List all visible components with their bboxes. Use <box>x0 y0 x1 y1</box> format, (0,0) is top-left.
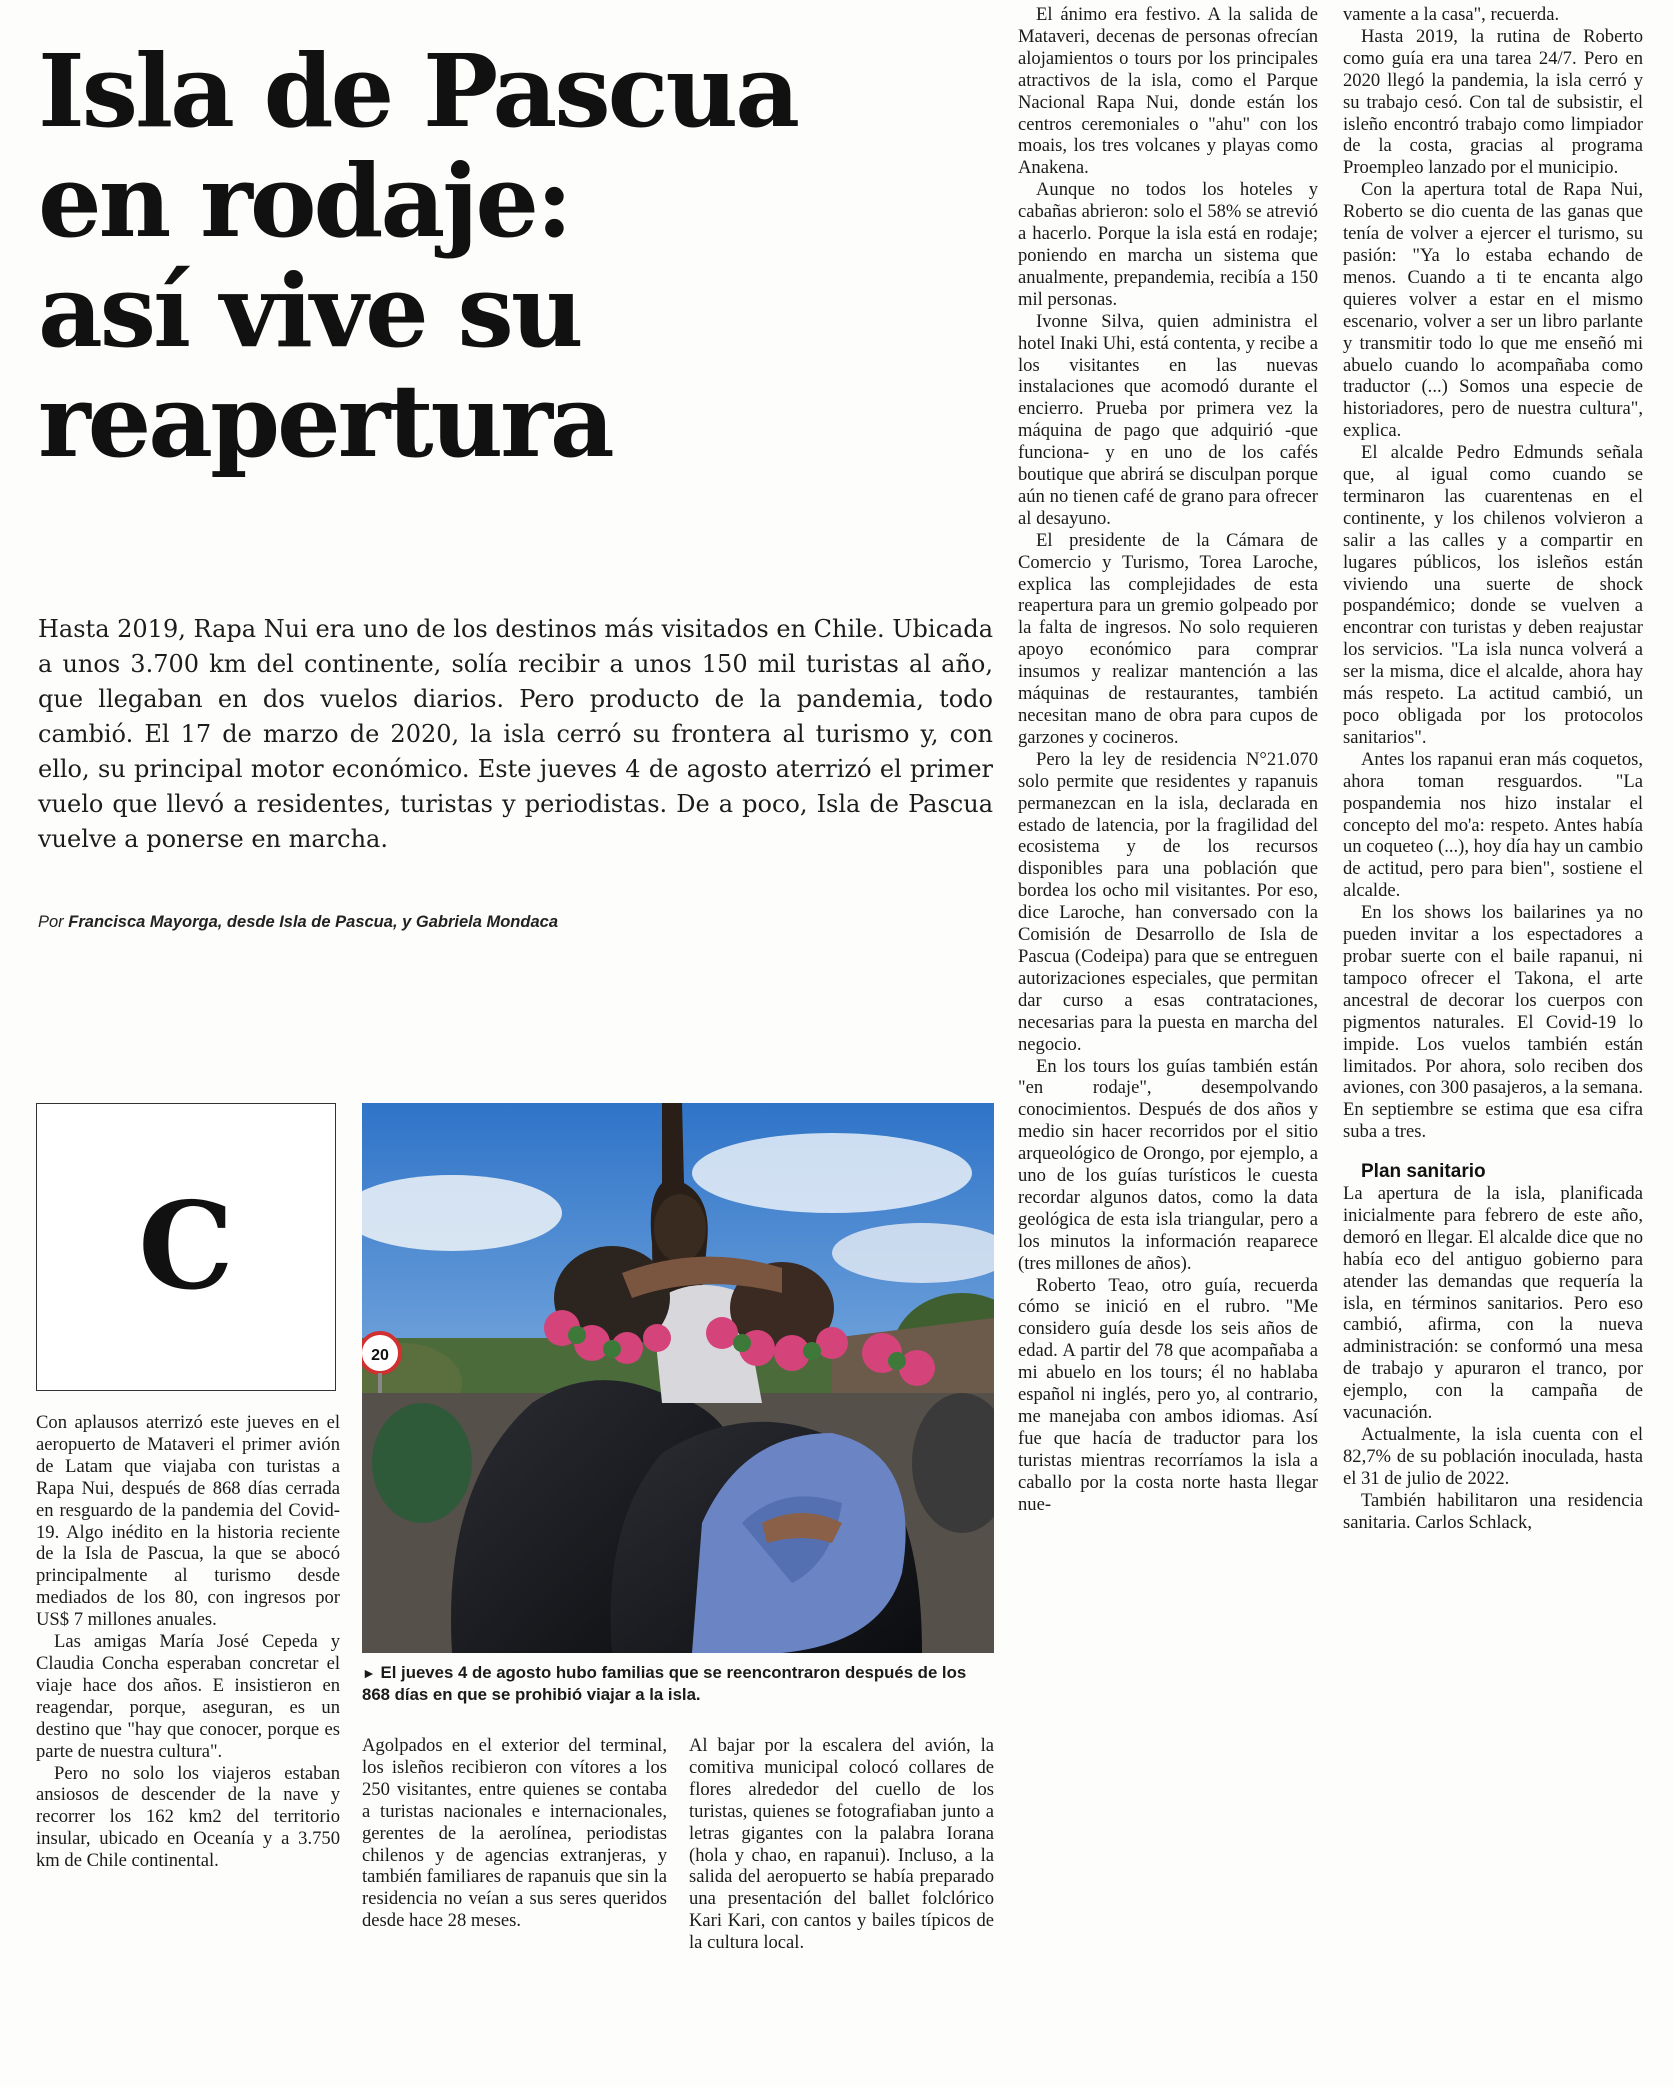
paragraph: Con la apertura total de Rapa Nui, Roberto se dio cuenta de las ganas que tenía de volver a ejercer el turismo, su pasión: "Ya lo estaba echando de menos. Cuando a ti te encanta algo quieres volver a estar en el mismo escenario, volver a ser un libro parlante y transmitir todo lo que me enseñó mi abuelo cuando lo acompañaba como traductor (...) Somos una especie de historiadores, pero de nuestra cultura", explica. <box>1343 179 1643 442</box>
paragraph: En los tours los guías también están "en rodaje", desempolvando conocimientos. Después de dos años y medio sin hacer recorridos por el sitio arqueológico de Orongo, por ejemplo, a uno de los guías turísticos le cuesta recordar algunos datos, como la data geológica de esta isla triangular, pero a los minutos la información reaparece (tres millones de años). <box>1018 1055 1318 1274</box>
speed-sign-number: 20 <box>371 1347 389 1364</box>
byline-prefix: Por <box>38 913 64 931</box>
body-column-3 <box>689 1735 994 1954</box>
headline-line: así vive su <box>38 252 581 370</box>
photo-caption <box>362 1662 994 1706</box>
section-logo-box <box>36 1103 336 1391</box>
paragraph: Ivonne Silva, quien administra el hotel Inaki Uhi, está contenta, y recibe a los visitantes en las nuevas instalaciones que acomodó durante el encierro. Prueba por primera vez la máquina de pago que adquirió -que funciona- y en uno de los cafés boutique que abrirá se disculpan porque aún no tienen café de grano para ofrecer al desayuno. <box>1018 310 1318 529</box>
subhead-plan-sanitario: Plan sanitario <box>1361 1161 1486 1183</box>
lead-paragraph: Hasta 2019, Rapa Nui era uno de los destinos más visitados en Chile. Ubicada a unos 3.700 km del continente, solía recibir a unos 150 mil turistas al año, que llegaban en dos vuelos diarios. Pero producto de la pandemia, todo cambió. El 17 de marzo de 2020, la isla cerró su frontera al turismo y, con ello, su principal motor económico. Este jueves 4 de agosto aterrizó el primer vuelo que llevó a residentes, turistas y periodistas. De a poco, Isla de Pascua vuelve a ponerse en marcha. <box>38 615 993 853</box>
body-column-4 <box>1018 4 1318 1516</box>
paragraph: Actualmente, la isla cuenta con el 82,7% de su población inoculada, hasta el 31 de julio de 2022. <box>1343 1424 1643 1489</box>
paragraph: Hasta 2019, la rutina de Roberto como guía era una tarea 24/7. Pero en 2020 llegó la pandemia, la isla cerró y su trabajo cesó. Con tal de subsistir, el isleño encontró trabajo como limpiador de la costa, gracias al programa Proempleo lanzado por el municipio. <box>1343 25 1643 179</box>
body-column-1 <box>36 1412 340 1872</box>
paragraph: Con aplausos aterrizó este jueves en el aeropuerto de Mataveri el primer avión de Latam que viajaba con turistas a Rapa Nui, después de 868 días cerrada en resguardo de la pandemia del Covid-19. Algo inédito en la historia reciente de la Isla de Pascua, la que se abocó principalmente al turismo desde mediados de los 80, con ingresos por US$ 7 millones anuales. <box>36 1412 340 1631</box>
paragraph: Aunque no todos los hoteles y cabañas abrieron: solo el 58% se atrevió a hacerlo. Porque la isla está en rodaje; poniendo en marcha un sistema que anualmente, prepandemia, recibía a 150 mil personas. <box>1018 179 1318 310</box>
paragraph: vamente a la casa", recuerda. <box>1343 4 1560 25</box>
paragraph: El alcalde Pedro Edmunds señala que, al igual como cuando se terminaron las cuarentenas en el continente, y los chilenos volvieron a salir a las calles y a compartir en lugares públicos, los isleños están viviendo una suerte de shock pospandémico; donde se vuelven a encontrar con turistas y deben reajustar los servicios. "La isla nunca volverá a ser la misma, dice el alcalde, ahora hay más respeto. La actitud cambió, un poco obligada por los protocolos sanitarios". <box>1343 442 1643 748</box>
paragraph: También habilitaron una residencia sanitaria. Carlos Schlack, <box>1343 1489 1643 1533</box>
paragraph: En los shows los bailarines ya no pueden invitar a los espectadores a probar suerte con el baile rapanui, ni tampoco ofrecer el Takona, el arte ancestral de decorar los cuerpos con pigmentos naturales. El Covid-19 lo impide. Los vuelos también están limitados. Por ahora, solo reciben dos aviones, con 300 pasajeros, a la semana. En septiembre se estima que esa cifra suba a tres. <box>1343 902 1643 1143</box>
caption-text: El jueves 4 de agosto hubo familias que se reencontraron después de los 868 días en que se prohibió viajar a la isla. <box>362 1663 967 1704</box>
headline-line: en rodaje: <box>38 142 570 260</box>
paragraph: Agolpados en el exterior del terminal, los isleños recibieron con vítores a los 250 visitantes, entre quienes se contaba a turistas nacionales e internacionales, gerentes de la aerolínea, periodistas chilenos y de agencias extranjeras, y también familiares de rapanuis que sin la residencia no veían a sus seres queridos desde hace 28 meses. <box>362 1735 667 1932</box>
paragraph: El presidente de la Cámara de Comercio y Turismo, Torea Laroche, explica las complejidades de esta reapertura para un gremio golpeado por la falta de ingresos. No solo requieren apoyo económico para comprar insumos y realizar mantención a las máquinas de restaurantes, también necesitan mano de obra para cupos de garzones y cocineros. <box>1018 529 1318 748</box>
paragraph: Antes los rapanui eran más coquetos, ahora toman resguardos. "La pospandemia nos hizo instalar el concepto del mo'a: respeto. Antes había un coqueteo (...), hoy día hay un cambio de actitud, pero para bien", sostiene el alcalde. <box>1343 748 1643 902</box>
headline-line: Isla de Pascua <box>38 32 798 150</box>
paragraph: Pero no solo los viajeros estaban ansiosos de descender de la nave y recorrer los 162 km2 del territorio insular, ubicado en Oceanía y a 3.750 km de Chile continental. <box>36 1762 340 1872</box>
paragraph: El ánimo era festivo. A la salida de Mataveri, decenas de personas ofrecían alojamientos o tours por los principales atractivos de la isla, como el Parque Nacional Rapa Nui, donde están los centros ceremoniales o "ahu" con los moais, los tres volcanes y playas como Anakena. <box>1018 4 1318 179</box>
paragraph: Las amigas María José Cepeda y Claudia Concha esperaban concretar el viaje hace dos años. E insistieron en reagendar, porque, aseguran, es un destino que "hay que conocer, porque es parte de nuestra cultura". <box>36 1631 340 1762</box>
section-logo-letter: C <box>138 1176 234 1317</box>
photo-reunion <box>362 1103 994 1653</box>
paragraph: Pero la ley de residencia N°21.070 solo permite que residentes y rapanuis permanezcan en la isla, declarada en estado de latencia, por la fragilidad del ecosistema y de los recursos disponibles para una población que bordea los ocho mil visitantes. Por eso, dice Laroche, han conversado con la Comisión de Desarrollo de Isla de Pascua (Codeipa) para que se entreguen autorizaciones especiales, que permitan dar curso a esas contrataciones, necesarias para la puesta en marcha del negocio. <box>1018 748 1318 1055</box>
paragraph: Roberto Teao, otro guía, recuerda cómo se inició en el rubro. "Me considero guía desde los seis años de edad. A partir del 78 que acompañaba a mi abuelo en los tours; él no hablaba español ni inglés, pero yo, al contrario, me manejaba con ambos idiomas. Así fue que hacía de traductor para los turistas mientras recorríamos la isla a caballo por la costa norte hasta llegar nue- <box>1018 1274 1318 1515</box>
caption-arrow-icon: ► <box>362 1665 376 1681</box>
headline <box>38 32 978 480</box>
photo-image <box>362 1103 994 1653</box>
paragraph: La apertura de la isla, planificada inicialmente para febrero de este año, demoró en llegar. El alcalde dice que no había eco del antiguo gobierno para atender las demandas que requería la isla, en términos sanitarios. Pero eso cambió, afirma, con la nueva administración: se conformó una mesa de trabajo y apuraron el tranco, por ejemplo, con la campaña de vacunación. <box>1343 1183 1643 1424</box>
body-column-2 <box>362 1735 667 1932</box>
headline-line: reapertura <box>38 362 612 480</box>
paragraph: Al bajar por la escalera del avión, la comitiva municipal colocó collares de flores alrededor del cuello de los turistas, quienes se fotografiaban junto a letras gigantes con la palabra Iorana (hola y chao, en rapanui). Incluso, a la salida del aeropuerto se había preparado una presentación del ballet folclórico Kari Kari, con cantos y bailes típicos de la cultura local. <box>689 1735 994 1954</box>
body-column-5 <box>1343 4 1643 1534</box>
byline-authors: Francisca Mayorga, desde Isla de Pascua, y Gabriela Mondaca <box>68 913 558 931</box>
byline <box>38 913 938 932</box>
